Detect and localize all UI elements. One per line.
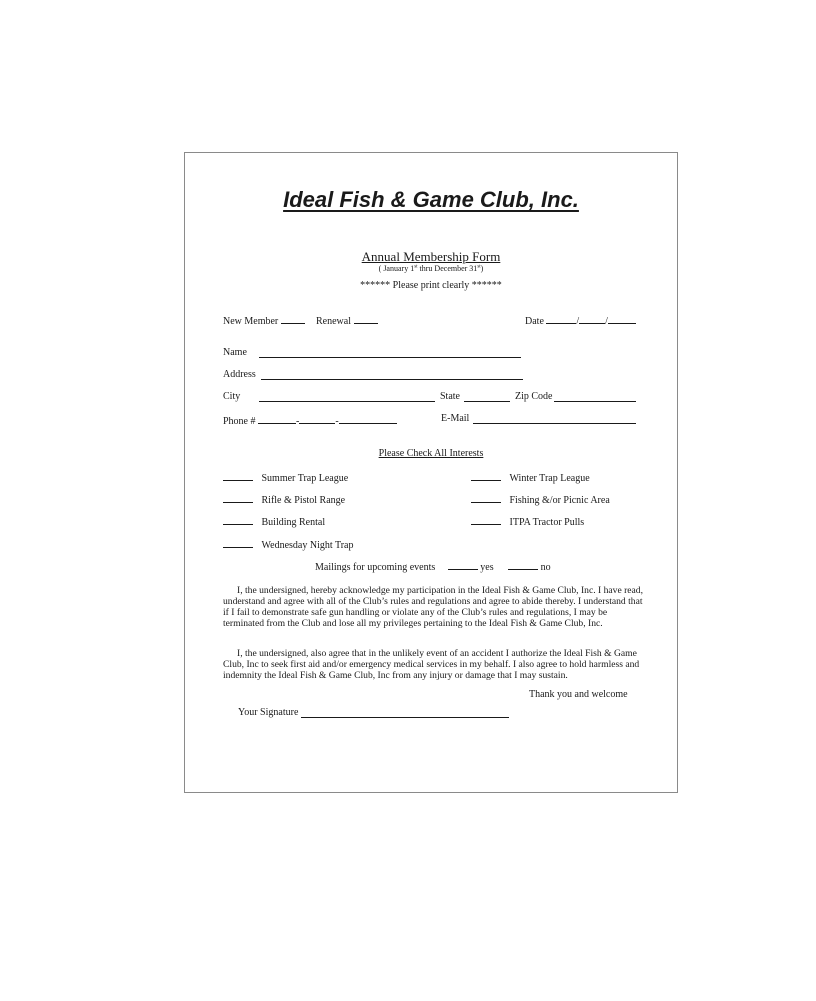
renewal-label: Renewal bbox=[316, 316, 351, 327]
interest-label: Wednesday Night Trap bbox=[261, 540, 354, 551]
interest-rifle-pistol[interactable] bbox=[223, 492, 345, 506]
new-member-label: New Member bbox=[223, 316, 279, 327]
new-member-blank[interactable] bbox=[281, 313, 305, 324]
club-title: Ideal Fish & Game Club, Inc. bbox=[283, 187, 579, 212]
date-day-blank[interactable] bbox=[579, 313, 605, 324]
interest-label: Summer Trap League bbox=[261, 473, 349, 484]
zip-label: Zip Code bbox=[515, 391, 553, 402]
phone-field[interactable]: Phone # - - bbox=[223, 413, 397, 427]
signature-label: Your Signature bbox=[238, 707, 299, 718]
medical-authorization-paragraph: I, the undersigned, also agree that in the unlikely event of an accident I authorize the Ideal Fish & Game Club, Inc to seek first aid and/or emergency medical services in my behalf. I also agree to hold harmless and indemnity the Ideal Fish & Game Club, Inc from any injury or damage that I may sustain. bbox=[223, 648, 640, 681]
interest-summer-trap[interactable] bbox=[223, 470, 348, 484]
thank-you-text: Thank you and welcome bbox=[529, 689, 628, 700]
interest-checkbox[interactable] bbox=[223, 492, 253, 503]
membership-form-page bbox=[184, 152, 678, 793]
form-subtitle: Annual Membership Form bbox=[361, 249, 501, 264]
interest-checkbox[interactable] bbox=[223, 537, 253, 548]
phone-area-blank[interactable] bbox=[258, 413, 296, 424]
email-label: E-Mail bbox=[441, 413, 470, 424]
interest-building-rental[interactable] bbox=[223, 514, 325, 528]
interest-label: Rifle & Pistol Range bbox=[261, 495, 346, 506]
renewal-blank[interactable] bbox=[354, 313, 378, 324]
phone-line-blank[interactable] bbox=[339, 413, 397, 424]
name-field[interactable] bbox=[259, 347, 521, 358]
signature-field[interactable] bbox=[301, 707, 509, 718]
interest-fishing-picnic[interactable] bbox=[471, 492, 610, 506]
email-field[interactable] bbox=[473, 413, 636, 424]
interest-winter-trap[interactable] bbox=[471, 470, 590, 484]
new-member-field[interactable] bbox=[223, 313, 305, 327]
name-label: Name bbox=[223, 347, 247, 358]
interest-checkbox[interactable] bbox=[223, 514, 253, 525]
mailings-no-blank[interactable] bbox=[508, 559, 538, 570]
interest-wednesday-trap[interactable] bbox=[223, 537, 353, 551]
interest-label: ITPA Tractor Pulls bbox=[509, 517, 585, 528]
interest-checkbox[interactable] bbox=[471, 514, 501, 525]
phone-prefix-blank[interactable] bbox=[299, 413, 335, 424]
renewal-field[interactable] bbox=[316, 313, 378, 327]
date-month-blank[interactable] bbox=[546, 313, 576, 324]
acknowledgement-paragraph: I, the undersigned, hereby acknowledge my participation in the Ideal Fish & Game Club, Inc. I have read, understand and agree with all of the Club’s rules and regulations and agree to abide thereby. I understand that if I fail to demonstrate safe gun handling or violate any of the Club’s rules and regulations, I may be terminated from the Club and lose all my privileges pertaining to the Ideal Fish & Game Club, Inc. bbox=[223, 585, 644, 629]
mailings-yes-label: yes bbox=[480, 562, 494, 573]
state-label: State bbox=[440, 391, 460, 402]
interest-label: Winter Trap League bbox=[509, 473, 590, 484]
date-label: Date bbox=[525, 316, 544, 327]
date-year-blank[interactable] bbox=[608, 313, 636, 324]
interest-checkbox[interactable] bbox=[223, 470, 253, 481]
state-field[interactable] bbox=[464, 391, 510, 402]
interest-tractor-pulls[interactable] bbox=[471, 514, 584, 528]
city-label: City bbox=[223, 391, 241, 402]
interest-checkbox[interactable] bbox=[471, 492, 501, 503]
interest-checkbox[interactable] bbox=[471, 470, 501, 481]
city-field[interactable] bbox=[259, 391, 435, 402]
address-field[interactable] bbox=[261, 369, 523, 380]
interest-label: Fishing &/or Picnic Area bbox=[509, 495, 610, 506]
mailings-no-label: no bbox=[540, 562, 551, 573]
mailings-yes-blank[interactable] bbox=[448, 559, 478, 570]
membership-period: ( January 1st thru December 31st) bbox=[378, 264, 484, 273]
mailings-row bbox=[315, 559, 551, 573]
date-field[interactable]: Date / / bbox=[525, 313, 636, 327]
zip-field[interactable] bbox=[554, 391, 636, 402]
interests-heading: Please Check All Interests bbox=[378, 448, 484, 459]
interest-label: Building Rental bbox=[261, 517, 326, 528]
address-label: Address bbox=[223, 369, 256, 380]
print-clearly-note: ****** Please print clearly ****** bbox=[360, 280, 502, 291]
phone-label: Phone # bbox=[223, 416, 256, 427]
mailings-label: Mailings for upcoming events bbox=[315, 562, 436, 573]
